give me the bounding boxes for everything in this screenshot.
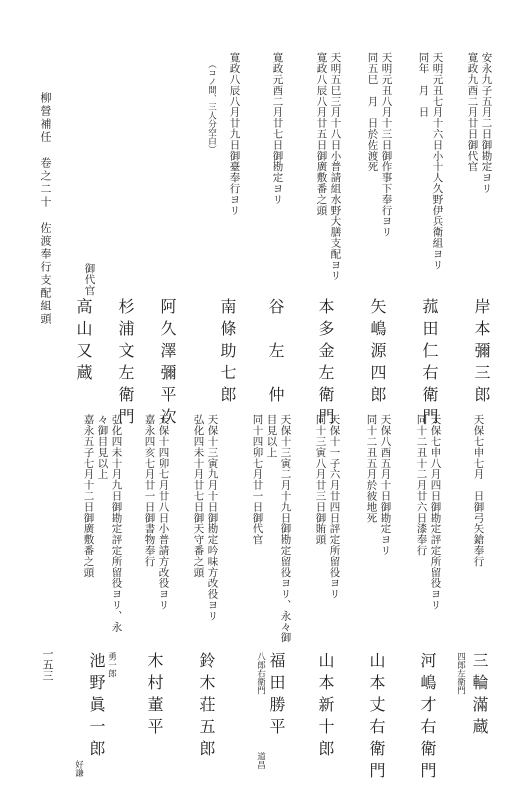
name-annotation: 勇一郎 [106, 652, 117, 678]
running-title: 柳營補任 卷之二十 佐渡奉行支配組頭 [39, 92, 52, 326]
official-name: 池野眞一郎 [87, 652, 106, 762]
record-column: 寛政元酉二月廿七日御勘定ヨリ [271, 52, 284, 205]
official-name: 福田勝平 [267, 652, 286, 740]
record-column: 同十四卯七月廿一日御代官 [251, 414, 264, 545]
record-column: 天明元丑七月十六日小十人久野伊兵衛組ヨリ [431, 52, 444, 270]
official-name: 谷 左 仲 [266, 298, 285, 408]
record-column: 嘉永四亥七月廿一日御書物奉行 [143, 414, 156, 567]
official-name: 本多金左衛門 [316, 298, 335, 430]
name-annotation: 御代官 [83, 263, 96, 296]
record-column: 同十三寅八月廿三日御賄頭 [314, 414, 327, 545]
record-column: 寛政八辰八月廿五日御廣敷番之頭 [315, 52, 328, 216]
record-column: 寛政九酉二月廿日御代官 [466, 52, 479, 172]
record-column: 天保七申八月四日御勘定評定所留役ヨリ [429, 414, 442, 611]
official-name: 南條助七郎 [218, 298, 237, 408]
record-column: 嘉永五子七月十二日御廣敷番之頭 [82, 414, 95, 578]
official-name: 岸本彌三郎 [472, 298, 491, 408]
name-annotation: 八郎右衛門 [255, 652, 266, 695]
record-column: 天明五巳三月十八日小普請組水野大膳支配ヨリ [329, 52, 342, 281]
blank-note: （コノ間、三人分空白） [206, 60, 217, 154]
record-column: 同五巳 月 日於佐渡死 [366, 52, 379, 172]
record-column: 天保十一子六月廿四日評定所留役ヨリ [328, 414, 341, 600]
record-column: 同年 月 日 [417, 52, 430, 118]
record-column: 天保十三寅九月十日御勘定吟味方改役ヨリ [206, 414, 219, 622]
official-name: 木村董平 [145, 652, 164, 740]
official-name: 高山又蔵 [74, 298, 93, 386]
record-column: 弘化四未十月廿七日御天守番之頭 [192, 414, 205, 578]
record-column: 天保七申七月 日御弓矢鎗奉行 [472, 414, 485, 567]
official-name: 矢嶋源四郎 [368, 298, 387, 408]
record-column: 天明元丑八月十三日御作事下奉行ヨリ [380, 52, 393, 238]
official-name: 鈴木荘五郎 [197, 652, 216, 762]
official-name: 三輪滿蔵 [470, 652, 489, 740]
name-annotation: 好謙 [73, 760, 84, 777]
official-name: 阿久澤彌平次 [158, 298, 177, 430]
record-column: 安永九子五月二日御勘定ヨリ [480, 52, 493, 194]
record-column: 同十二丑五月於彼地死 [365, 414, 378, 523]
name-annotation: 四郎左衛門 [455, 652, 466, 695]
name-annotation: 道昌 [255, 752, 266, 769]
record-column: 天保八酉五月十日御勘定ヨリ [379, 414, 392, 556]
record-column: 弘化四未十月九日御勘定評定所留役ヨリ、永 [110, 414, 123, 632]
official-name: 杉浦文左衛門 [116, 298, 135, 430]
record-column: 目見以上 [265, 414, 278, 458]
record-column: 天保十三寅二月十九日御勘定留役ヨリ、永々御 [279, 414, 292, 643]
record-column: 同十二丑十二月廿六日漆奉行 [415, 414, 428, 556]
official-name: 山本丈右衛門 [367, 652, 386, 784]
record-column: 々御目見以上 [96, 414, 109, 480]
page-number: 一五三 [41, 648, 54, 681]
official-name: 山本新十郎 [316, 652, 335, 762]
record-column: 寛政八辰八月廿九日御臺奉行ヨリ [228, 52, 241, 216]
official-name: 河嶋才右衛門 [418, 652, 437, 784]
official-name: 菰田仁右衛門 [420, 298, 439, 430]
record-column: 天保十四卯七月廿八日小普請方改役ヨリ [157, 414, 170, 611]
